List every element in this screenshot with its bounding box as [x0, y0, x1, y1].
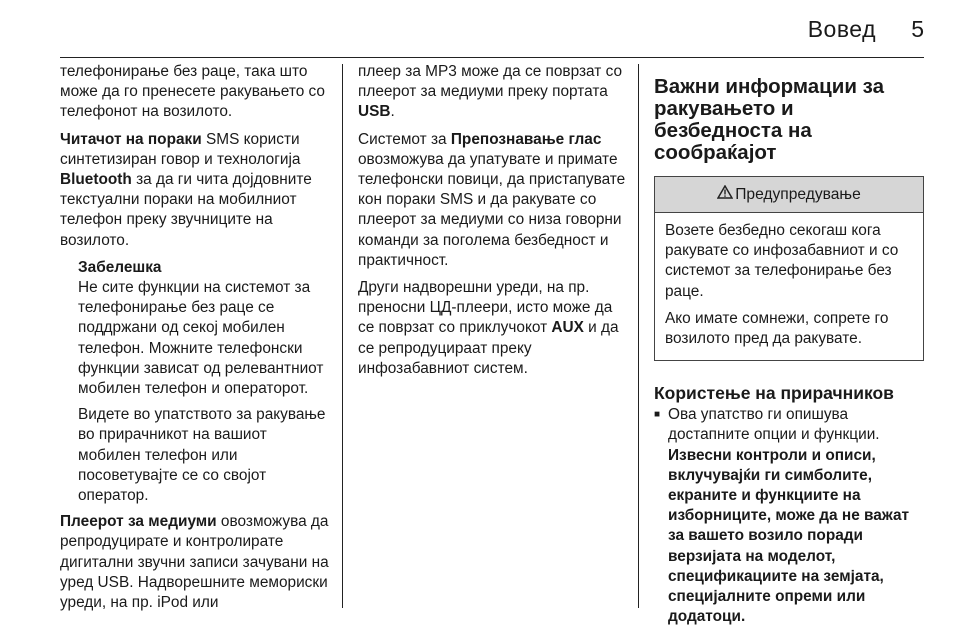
usb-text-b: .: [390, 103, 395, 121]
list-item: [654, 405, 924, 627]
page-number: 5: [911, 16, 924, 42]
voice-text-a: Системот за: [358, 130, 451, 148]
header-divider: [60, 57, 924, 58]
term-media-player: Плеерот за медиуми: [60, 513, 217, 531]
warning-paragraph-1: Возете безбедно секогаш кога ракувате со инфозабавниот и со системот за телефонирање без раце.: [665, 222, 899, 300]
sms-reader-text-a: SMS користи синтетизиран говор и технологија: [60, 130, 301, 168]
aux-text-a: Други надворешни уреди, на пр. преносни ЦД-плеери, исто може да се поврзат со приклучокот: [358, 279, 613, 337]
column-divider-2: [638, 64, 639, 608]
paragraph-voice-recognition: [358, 130, 630, 271]
term-voice-recognition: Препознавање глас: [450, 130, 602, 148]
term-aux: AUX: [551, 319, 584, 337]
paragraph-usb: [358, 62, 630, 123]
warning-triangle-icon: [717, 177, 733, 212]
warning-header: [655, 177, 923, 213]
bullet-text: Ова упатство ги опишува достапните опции и функции.: [668, 406, 880, 444]
paragraph-media-player: [60, 512, 332, 613]
warning-box: [654, 176, 924, 361]
voice-text-b: овозможува да упатувате и примате телефонски повици, да пристапувате кон пораки SMS и да ракувате со плеерот за медиуми со низа говорни команди за поголема безбедност и практичност.: [358, 150, 626, 269]
paragraph-intro-text: телефонирање без раце, така што може да го пренесете ракувањето со телефонот на возилото.: [60, 63, 325, 121]
term-sms-reader: Читачот на пораки: [60, 130, 202, 148]
sms-reader-text-b: за да ги чита дојдовните текстуални пораки на мобилниот телефон преку звучниците на возилото.: [60, 171, 312, 249]
term-bluetooth: Bluetooth: [60, 171, 132, 189]
column-divider-1: [342, 64, 343, 608]
paragraph-sms-reader: [60, 130, 332, 251]
note-title: Забелешка: [78, 258, 162, 276]
subheading-using-manual: Користење на прирачников: [654, 383, 894, 404]
paragraph-aux: [358, 278, 630, 379]
usb-text-a: плеер за MP3 може да се поврзат со плеерот за медиуми преку портата: [358, 63, 623, 101]
term-usb: USB: [358, 103, 391, 121]
column-1: [60, 62, 332, 620]
warning-paragraph-2: Ако имате сомнежи, сопрете го возилото пред да ракувате.: [665, 309, 889, 348]
aux-text-b: и да се репродуцираат преку инфозабавниот систем.: [358, 319, 619, 377]
paragraph-intro: [60, 62, 332, 123]
warning-title: Предупредување: [735, 186, 861, 203]
note-block: [78, 258, 332, 506]
page-header: [0, 0, 960, 58]
bullet-bold-text: Извесни контроли и описи, вклучувајќи ги симболите, екраните и функциите на изборниците, може да не важат за вашето возило поради верзијата на моделот, спецификациите на земјата, специјалните опреми или додатоци.: [668, 446, 910, 626]
section-heading: Важни информации за ракувањето и безбедноста на сообраќајот: [654, 75, 884, 164]
note-paragraph-1: Не сите функции на системот за телефонирање без раце се поддржани од секој мобилен телефон. Можните телефонски функции зависат од релевантниот мобилен телефон и операторот.: [78, 279, 324, 398]
bullet-square-icon: ■: [654, 409, 661, 421]
page-title: Вовед: [807, 16, 876, 42]
warning-body: [655, 213, 923, 360]
column-3: [654, 62, 924, 627]
note-paragraph-2: Видете во упатството за ракување во прирачникот на вашиот мобилен телефон или посоветувајте се со својот оператор.: [78, 406, 326, 505]
media-player-text: овозможува да репродуцирате и контролирате дигитални звучни записи зачувани на уред USB. Надворешните мемориски уреди, на пр. iPod или: [60, 513, 329, 612]
column-2: [358, 62, 630, 386]
